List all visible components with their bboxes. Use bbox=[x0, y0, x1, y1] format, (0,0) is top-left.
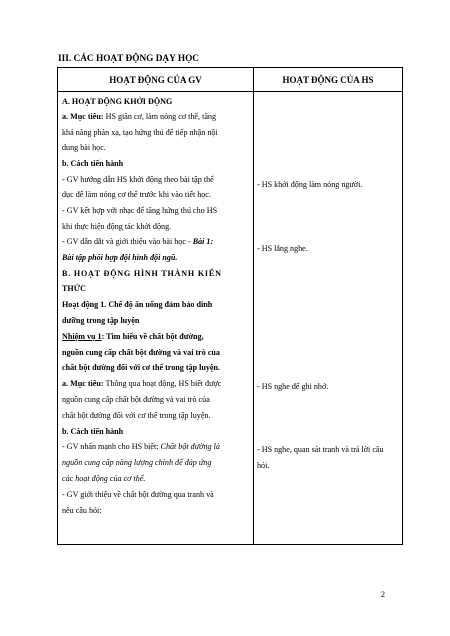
gv-line: dung bài học. bbox=[62, 143, 106, 152]
gv-line bbox=[62, 237, 249, 247]
gv-line: B. HOẠT ĐỘNG HÌNH THÀNH KIẾN bbox=[62, 269, 222, 278]
gv-line: nguồn cung cấp năng lượng chính để đáp ứng bbox=[62, 458, 212, 467]
gv-line bbox=[62, 332, 249, 342]
gv-line: - GV hướng dẫn HS khởi động theo bài tập thể bbox=[62, 175, 214, 184]
gv-line: THỨC bbox=[62, 284, 86, 293]
gv-label: a. Mục tiêu: bbox=[62, 379, 104, 388]
page-number: 2 bbox=[381, 590, 385, 599]
gv-line bbox=[62, 112, 249, 122]
gv-label: a. Mục tiêu: bbox=[62, 112, 104, 121]
hs-line: hỏi. bbox=[257, 461, 270, 470]
gv-emphasis: Chất bột đường là bbox=[160, 442, 220, 451]
table-header-row bbox=[58, 68, 403, 92]
gv-line: chất bột đường đối với cơ thể trong tập luyện. bbox=[62, 363, 221, 372]
gv-line: các hoạt động của cơ thể. bbox=[62, 474, 146, 483]
hs-line: - HS khởi động làm nóng người. bbox=[257, 180, 363, 189]
gv-line: dưỡng trong tập luyện bbox=[62, 316, 140, 325]
gv-line: chất bột đường đối với cơ thể trong tập luyện. bbox=[62, 411, 211, 420]
activities-table bbox=[57, 67, 403, 545]
gv-text: HS giãn cơ, làm nóng cơ thể, tăng bbox=[103, 112, 217, 121]
hs-line: - HS lắng nghe. bbox=[257, 244, 308, 253]
gv-cell bbox=[58, 92, 254, 545]
gv-line: - GV giới thiệu về chất bột đường qua tranh và bbox=[62, 490, 214, 499]
column-header-gv: HOẠT ĐỘNG CỦA GV bbox=[58, 68, 254, 92]
gv-text: - GV nhấn mạnh cho HS biết: bbox=[62, 442, 161, 451]
gv-line: b. Cách tiến hành bbox=[62, 159, 124, 168]
hs-line: - HS nghe, quan sát tranh và trả lời câu bbox=[257, 445, 384, 454]
section-heading: III. CÁC HOẠT ĐỘNG DẠY HỌC bbox=[58, 54, 200, 64]
table-row bbox=[58, 92, 403, 545]
gv-text: - GV dẫn dắt và giới thiệu vào bài học - bbox=[62, 237, 193, 246]
gv-line: nguồn cung cấp chất bột đường và vai trò của bbox=[62, 395, 210, 404]
column-header-hs: HOẠT ĐỘNG CỦA HS bbox=[254, 68, 403, 92]
gv-line: - GV kết hợp với nhạc để tăng hứng thú cho HS bbox=[62, 206, 218, 215]
gv-line: Hoạt động 1. Chế độ ăn uống đảm bảo dinh bbox=[62, 300, 213, 309]
gv-line: nguồn cung cấp chất bột đường và vai trò của bbox=[62, 348, 220, 357]
gv-line: nêu câu hỏi: bbox=[62, 506, 102, 515]
gv-line: khả năng phản xạ, tạo hứng thú để tiếp nhận nội bbox=[62, 128, 218, 137]
gv-line bbox=[62, 442, 249, 452]
gv-lesson-title: Bài 1: bbox=[192, 237, 214, 246]
gv-line: b. Cách tiến hành bbox=[62, 427, 124, 436]
hs-line: - HS nghe để ghi nhớ. bbox=[257, 382, 329, 391]
task-label: Nhiệm vụ 1 bbox=[62, 332, 102, 341]
gv-line: Bài tập phối hợp đội hình đội ngũ. bbox=[62, 253, 178, 262]
gv-line: dục để làm nóng cơ thể trước khi vào tiết học. bbox=[62, 190, 211, 199]
gv-line: A. HOẠT ĐỘNG KHỞI ĐỘNG bbox=[62, 97, 173, 106]
gv-line: khi thực hiện động tác khởi động. bbox=[62, 222, 172, 231]
gv-line bbox=[62, 379, 249, 389]
gv-text: Thông qua hoạt động, HS biết được bbox=[103, 379, 222, 388]
hs-cell bbox=[254, 92, 403, 545]
gv-text: : Tìm hiểu về chất bột đường, bbox=[101, 332, 204, 341]
